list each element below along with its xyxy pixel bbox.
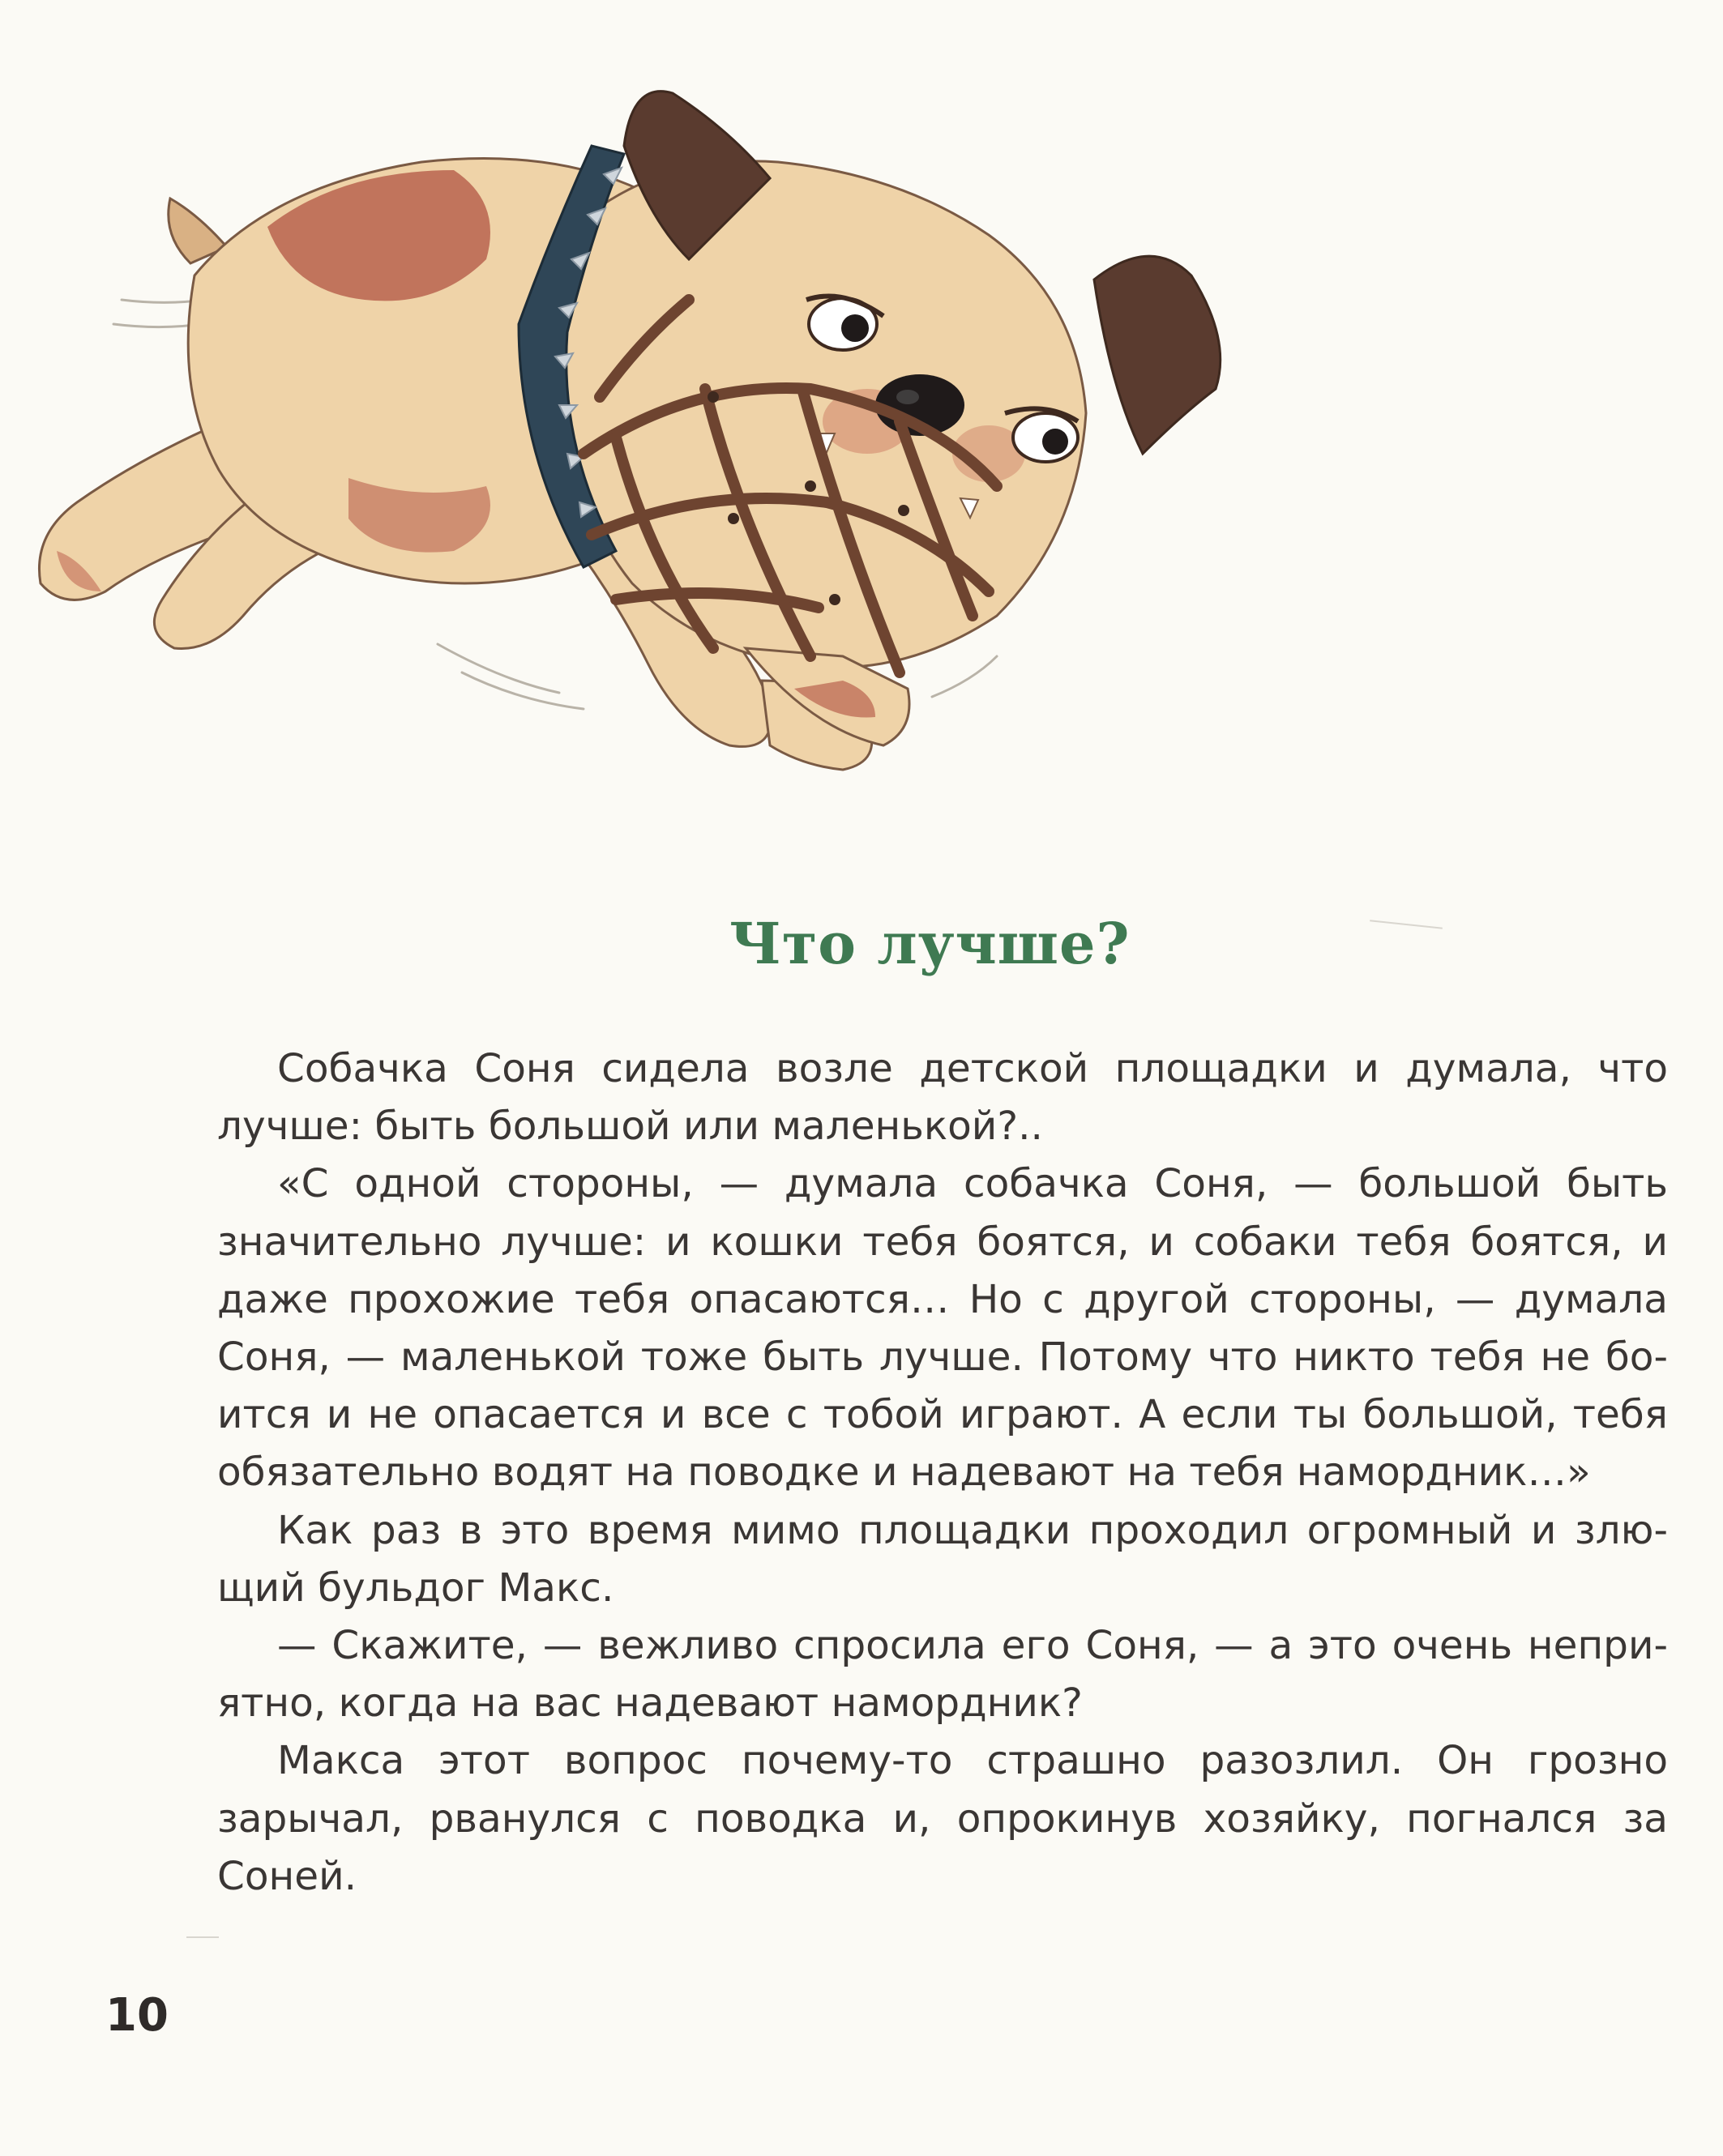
story-paragraph: Собачка Соня сидела возле детской площадки и думала, что лучше: быть большой или маленькой?..: [217, 1046, 1668, 1150]
chapter-title: Что лучше?: [729, 910, 1131, 977]
story-paragraph: Как раз в это время мимо площадки проходил огромный и злющий бульдог Макс.: [217, 1507, 1668, 1611]
story-paragraph: «С одной стороны, — думала собачка Соня, — большой быть значительно лучше: и кошки тебя боятся, и собаки тебя боятся, и даже прохожие тебя опасаются… Но с другой стороны, — думала Соня, — маленькой тоже быть лучше. Потому что никто тебя не боится и не опасается и все с тобой играют. А если ты большой, тебя обязательно водят на поводке и надевают на тебя намордник…»: [217, 1161, 1668, 1496]
page-number: 10: [105, 1989, 169, 2042]
dog-right-ear: [1094, 256, 1221, 454]
paper-mark: [1370, 920, 1443, 929]
story-text: [217, 1040, 1668, 1906]
paper-mark: [186, 1936, 219, 1938]
story-paragraph: — Скажите, — вежливо спросила его Соня, — а это очень неприятно, когда на вас надевают намордник?: [217, 1623, 1668, 1727]
bulldog-illustration: [0, 32, 1264, 810]
story-paragraph: Макса этот вопрос почему-то страшно разозлил. Он грозно зарычал, рванулся с поводка и, опрокинув хозяйку, погнался за Соней.: [217, 1738, 1668, 1899]
